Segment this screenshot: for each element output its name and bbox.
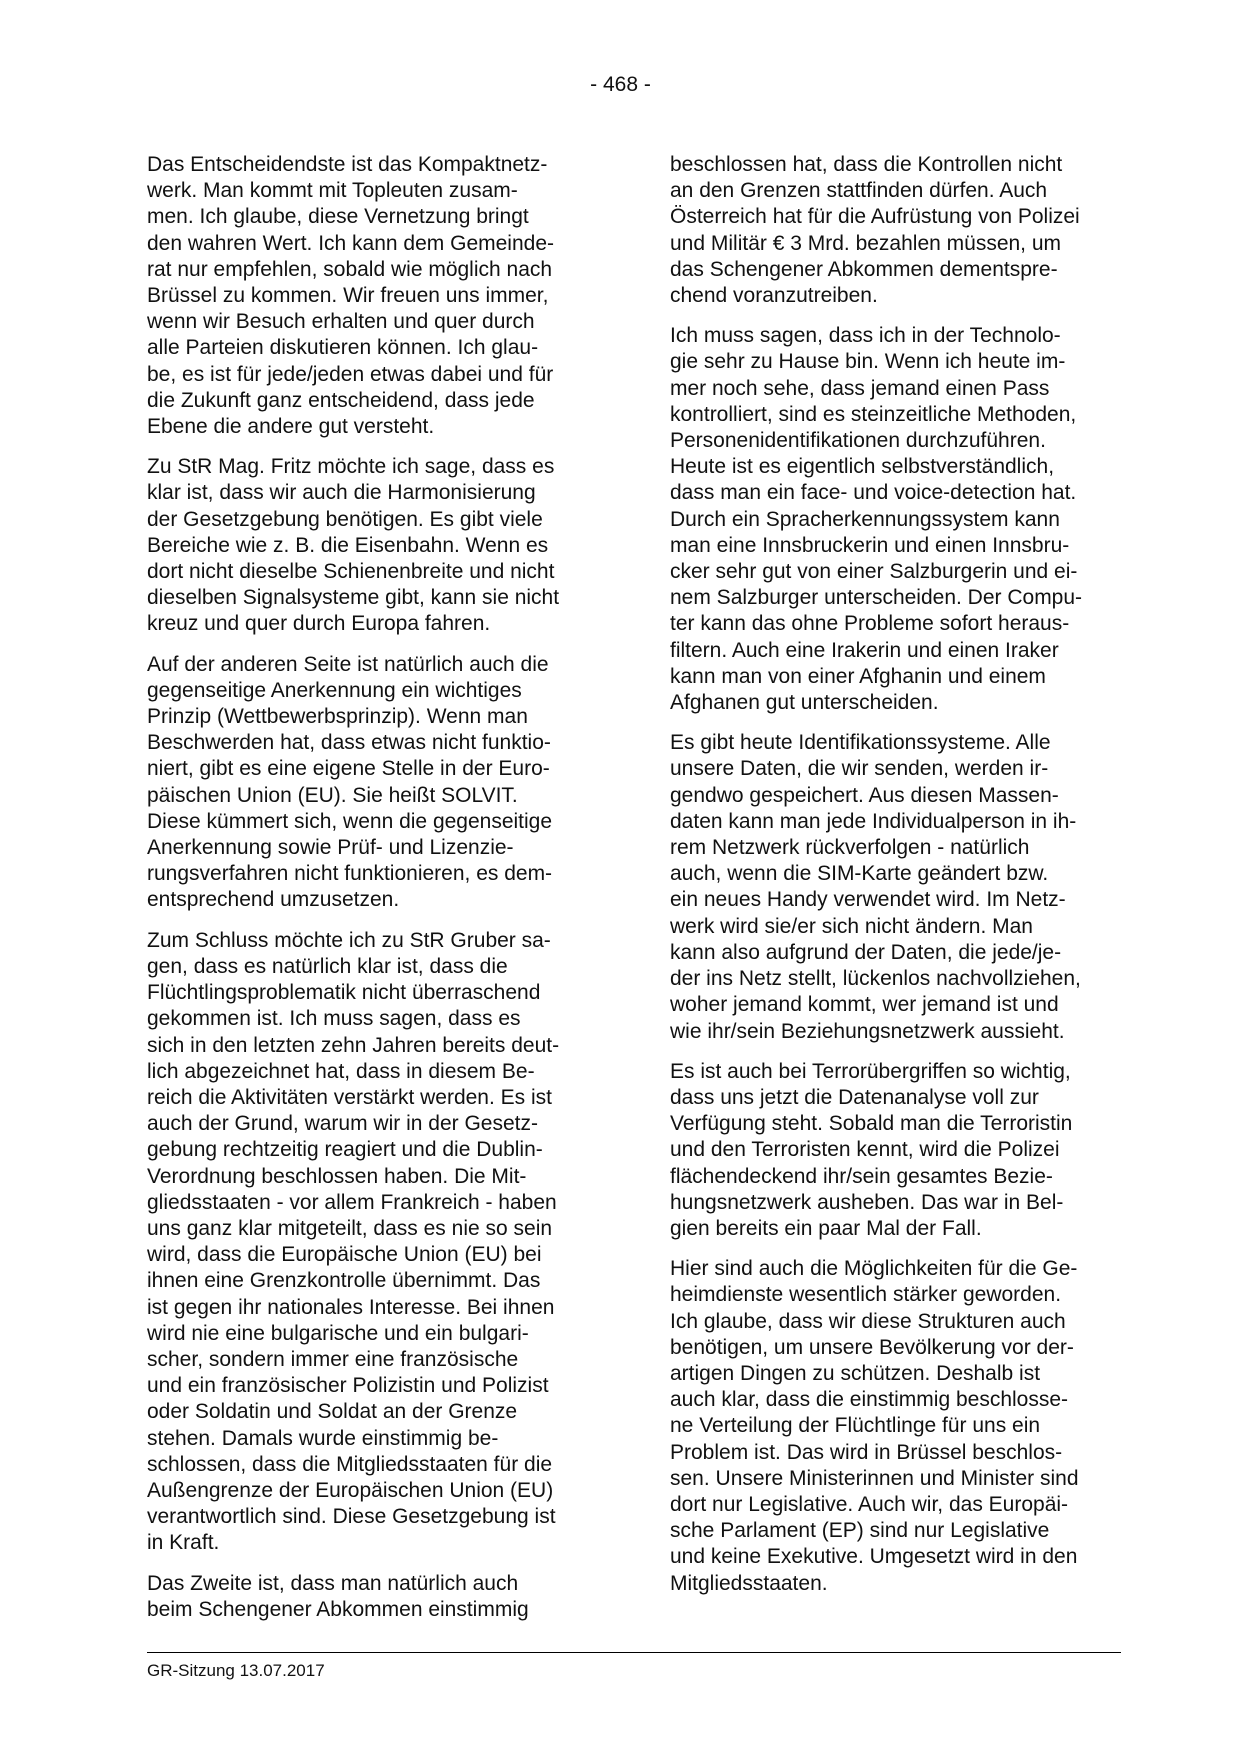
- footer-divider: [147, 1652, 1121, 1653]
- page-number: - 468 -: [590, 73, 651, 96]
- paragraph: Hier sind auch die Möglichkeiten für die Ge- heimdienste wesentlich stärker geworden. Ich glaube, dass wir diese Strukturen auch benötigen, um unsere Bevölkerung vor der- artigen Dingen zu schützen. Deshalb ist auch klar, dass die einstimmig beschlosse- ne Verteilung der Flüchtlinge für uns ein Problem ist. Das wird in Brüssel beschlos- sen. Unsere Ministerinnen und Minister sind dort nur Legislative. Auch wir, das Europäi- sche Parlament (EP) sind nur Legislative und keine Exekutive. Umgesetzt wird in den Mitgliedsstaaten.: [670, 1257, 1079, 1595]
- paragraph: Es gibt heute Identifikationssysteme. Alle unsere Daten, die wir senden, werden ir- gendwo gespeichert. Aus diesen Massen- daten kann man jede Individualperson in ih- rem Netzwerk rückverfolgen - natürlich auch, wenn die SIM-Karte geändert bzw. ein neues Handy verwendet wird. Im Netz- werk wird sie/er sich nicht ändern. Man kann also aufgrund der Daten, die jede/je- der ins Netz stellt, lückenlos nachvollziehen, woher jemand kommt, wer jemand ist und wie ihr/sein Beziehungsnetzwerk aussieht.: [670, 731, 1081, 1043]
- paragraph: Das Zweite ist, dass man natürlich auch beim Schengener Abkommen einstimmig: [147, 1571, 529, 1621]
- right-column: [670, 152, 1122, 1611]
- paragraph: Auf der anderen Seite ist natürlich auch die gegenseitige Anerkennung ein wichtiges Prinzip (Wettbewerbsprinzip). Wenn man Beschwerden hat, dass etwas nicht funktio- niert, gibt es eine eigene Stelle in der Euro- päischen Union (EU). Sie heißt SOLVIT. Diese kümmert sich, wenn die gegenseitige Anerkennung sowie Prüf- und Lizenzie- rungsverfahren nicht funktionieren, es dem- entsprechend umzusetzen.: [147, 652, 553, 912]
- paragraph: Zu StR Mag. Fritz möchte ich sage, dass es klar ist, dass wir auch die Harmonisierung der Gesetzgebung benötigen. Es gibt viele Bereiche wie z. B. die Eisenbahn. Wenn es dort nicht dieselbe Schienenbreite und nicht dieselben Signalsysteme gibt, kann sie nicht kreuz und quer durch Europa fahren.: [147, 455, 560, 636]
- paragraph: Zum Schluss möchte ich zu StR Gruber sa- gen, dass es natürlich klar ist, dass die Flüchtlingsproblematik nicht überraschend gekommen ist. Ich muss sagen, dass es sich in den letzten zehn Jahren bereits deut- lich abgezeichnet hat, dass in diesem Be- reich die Aktivitäten verstärkt werden. Es ist auch der Grund, warum wir in der Gesetz- gebung rechtzeitig reagiert und die Dublin- Verordnung beschlossen haben. Die Mit- gliedsstaaten - vor allem Frankreich - haben uns ganz klar mitgeteilt, dass es nie so sein wird, dass die Europäische Union (EU) bei ihnen eine Grenzkontrolle übernimmt. Das ist gegen ihr nationales Interesse. Bei ihnen wird nie eine bulgarische und ein bulgari- scher, sondern immer eine französische und ein französischer Polizistin und Polizist oder Soldatin und Soldat an der Grenze stehen. Damals wurde einstimmig be- schlossen, dass die Mitgliedsstaaten für die Außengrenze der Europäischen Union (EU) verantwortlich sind. Diese Gesetzgebung ist in Kraft.: [147, 928, 560, 1555]
- paragraph: beschlossen hat, dass die Kontrollen nicht an den Grenzen stattfinden dürfen. Auch Österreich hat für die Aufrüstung von Polizei und Militär € 3 Mrd. bezahlen müssen, um das Schengener Abkommen dementspre- chend voranzutreiben.: [670, 153, 1080, 308]
- paragraph: Ich muss sagen, dass ich in der Technolo- gie sehr zu Hause bin. Wenn ich heute im- mer noch sehe, dass jemand einen Pass kontrolliert, sind es steinzeitliche Methoden, Personenidentifikationen durchzuführen. Heute ist es eigentlich selbstverständlich, dass man ein face- und voice-detection hat. Durch ein Spracherkennungssystem kann man eine Innsbruckerin und einen Innsbru- cker sehr gut von einer Salzburgerin und ei- nem Salzburger unterscheiden. Der Compu- ter kann das ohne Probleme sofort heraus- filtern. Auch eine Irakerin und einen Iraker kann man von einer Afghanin und einem Afghanen gut unterscheiden.: [670, 324, 1083, 715]
- left-column: [147, 152, 599, 1637]
- paragraph: Das Entscheidendste ist das Kompaktnetz- werk. Man kommt mit Topleuten zusam- men. Ich glaube, diese Vernetzung bringt den wahren Wert. Ich kann dem Gemeinde- rat nur empfehlen, sobald wie möglich nach Brüssel zu kommen. Wir freuen uns immer, wenn wir Besuch erhalten und quer durch alle Parteien diskutieren können. Ich glau- be, es ist für jede/jeden etwas dabei und für die Zukunft ganz entscheidend, dass jede Ebene die andere gut versteht.: [147, 153, 554, 439]
- paragraph: Es ist auch bei Terrorübergriffen so wichtig, dass uns jetzt die Datenanalyse voll zur Verfügung steht. Sobald man die Terroristin und den Terroristen kennt, wird die Polizei flächendeckend ihr/sein gesamtes Bezie- hungsnetzwerk ausheben. Das war in Bel- gien bereits ein paar Mal der Fall.: [670, 1059, 1073, 1240]
- footer-session-date: GR-Sitzung 13.07.2017: [147, 1661, 325, 1680]
